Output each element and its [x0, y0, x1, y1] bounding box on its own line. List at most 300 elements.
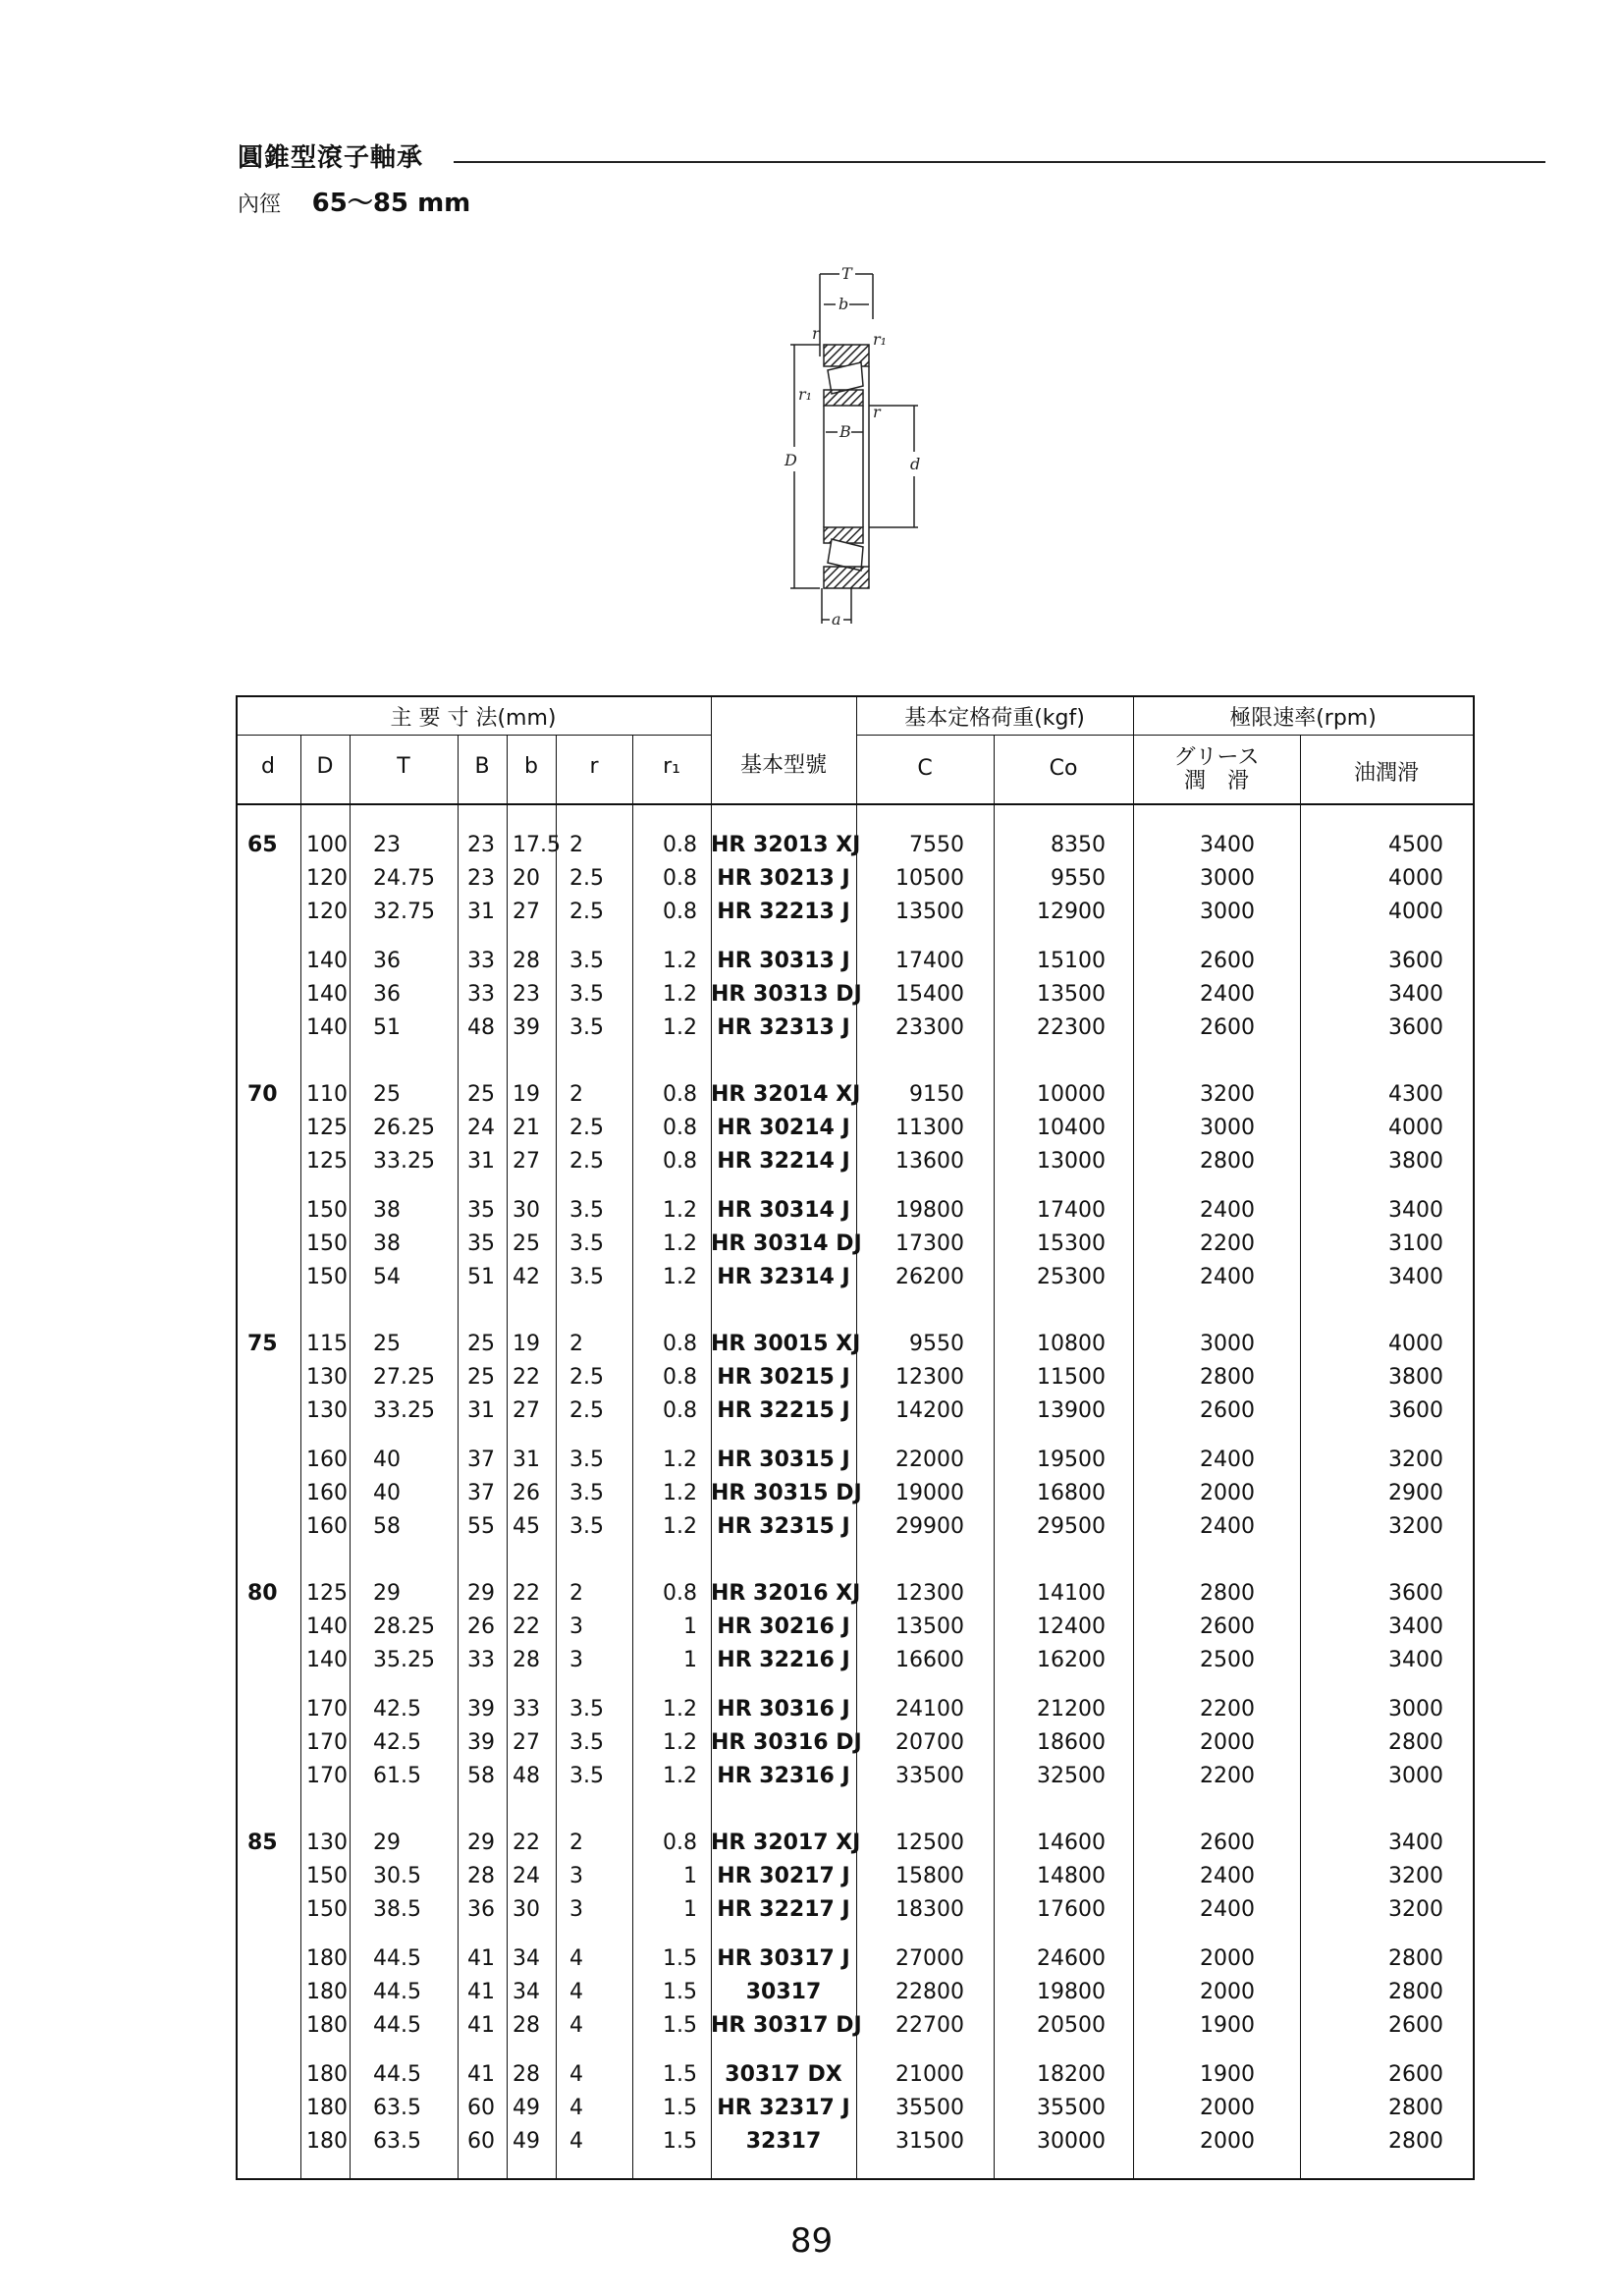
dim-label-r1: r₁ [873, 330, 888, 349]
cell-D: 150 [306, 1198, 348, 1223]
cell-oil: 3400 [1388, 1614, 1443, 1639]
cell-grease: 2200 [1200, 1231, 1255, 1256]
cell-oil: 3600 [1388, 1398, 1443, 1423]
cell-b: 19 [513, 1332, 540, 1356]
cell-D: 115 [306, 1332, 348, 1356]
cell-T: 33.25 [373, 1398, 435, 1423]
cell-oil: 4500 [1388, 833, 1443, 857]
cell-oil: 3200 [1388, 1864, 1443, 1888]
cell-D: 160 [306, 1448, 348, 1472]
cell-d: 85 [247, 1831, 278, 1855]
cell-C: 18300 [895, 1897, 964, 1922]
cell-model: HR 30213 J [717, 866, 850, 891]
table-row [236, 1078, 1475, 1112]
cell-C: 33500 [895, 1764, 964, 1788]
cell-oil: 2800 [1388, 2096, 1443, 2120]
cell-d: 65 [247, 833, 278, 857]
table-row [236, 1394, 1475, 1428]
col-header-grease-line1: グリース [1173, 745, 1260, 770]
cell-D: 160 [306, 1481, 348, 1505]
subtitle [238, 183, 470, 219]
cell-B: 51 [467, 1265, 495, 1289]
cell-grease: 2600 [1200, 1614, 1255, 1639]
cell-B: 37 [467, 1448, 495, 1472]
cell-grease: 2500 [1200, 1648, 1255, 1672]
cell-B: 29 [467, 1831, 495, 1855]
cell-r: 3.5 [569, 1448, 604, 1472]
cell-T: 38 [373, 1198, 401, 1223]
cell-r1: 0.8 [663, 1581, 697, 1606]
cell-r: 3.5 [569, 1231, 604, 1256]
cell-D: 100 [306, 833, 348, 857]
cell-oil: 4000 [1388, 1332, 1443, 1356]
dim-label-r-side: r [873, 403, 881, 421]
cell-oil: 2600 [1388, 2013, 1443, 2038]
cell-C: 15800 [895, 1864, 964, 1888]
cell-r: 2.5 [569, 1365, 604, 1390]
cell-D: 140 [306, 1614, 348, 1639]
cell-b: 22 [513, 1831, 540, 1855]
cell-model: HR 30315 J [717, 1448, 850, 1472]
cell-C: 14200 [895, 1398, 964, 1423]
cell-Co: 21200 [1037, 1697, 1106, 1722]
cell-C: 22700 [895, 2013, 964, 2038]
cell-grease: 2200 [1200, 1764, 1255, 1788]
cell-d: 80 [247, 1581, 278, 1606]
cell-Co: 12400 [1037, 1614, 1106, 1639]
cell-T: 32.75 [373, 900, 435, 924]
cell-Co: 10400 [1037, 1116, 1106, 1140]
cell-Co: 14100 [1037, 1581, 1106, 1606]
cell-Co: 18600 [1037, 1730, 1106, 1755]
cell-model: HR 30313 J [717, 949, 850, 973]
cell-T: 38 [373, 1231, 401, 1256]
cell-T: 25 [373, 1082, 401, 1107]
cell-b: 31 [513, 1448, 540, 1472]
cell-model: HR 30316 DJ [711, 1730, 862, 1755]
cell-model: HR 30314 J [717, 1198, 850, 1223]
cell-D: 110 [306, 1082, 348, 1107]
cell-oil: 3400 [1388, 982, 1443, 1007]
cell-D: 140 [306, 949, 348, 973]
cell-D: 180 [306, 1980, 348, 2004]
table-row [236, 978, 1475, 1011]
cell-b: 34 [513, 1980, 540, 2004]
cell-r1: 0.8 [663, 1831, 697, 1855]
table-row [236, 1860, 1475, 1893]
cell-r1: 1.2 [663, 949, 697, 973]
col-header-Co: Co [1049, 756, 1078, 781]
table-row [236, 2125, 1475, 2159]
cell-C: 7550 [909, 833, 964, 857]
cell-grease: 3000 [1200, 1116, 1255, 1140]
table-row [236, 1228, 1475, 1261]
cell-C: 16600 [895, 1648, 964, 1672]
cell-Co: 24600 [1037, 1946, 1106, 1971]
cell-r1: 0.8 [663, 866, 697, 891]
cell-D: 180 [306, 2013, 348, 2038]
cell-B: 26 [467, 1614, 495, 1639]
cell-Co: 16200 [1037, 1648, 1106, 1672]
cell-model: HR 32215 J [717, 1398, 850, 1423]
cell-T: 63.5 [373, 2096, 421, 2120]
cell-grease: 2000 [1200, 1481, 1255, 1505]
model-header: 基本型號 [739, 753, 827, 778]
cell-D: 170 [306, 1697, 348, 1722]
cell-r: 2 [569, 1831, 583, 1855]
cell-T: 44.5 [373, 2013, 421, 2038]
cell-model: HR 32315 J [717, 1514, 850, 1539]
cell-oil: 3400 [1388, 1831, 1443, 1855]
cell-b: 28 [513, 1648, 540, 1672]
cell-model: HR 30216 J [717, 1614, 850, 1639]
cell-B: 39 [467, 1697, 495, 1722]
cell-r1: 1.2 [663, 982, 697, 1007]
cell-b: 25 [513, 1231, 540, 1256]
cell-model: HR 32013 XJ [711, 833, 861, 857]
cell-grease: 2800 [1200, 1149, 1255, 1174]
cell-b: 22 [513, 1581, 540, 1606]
cell-T: 61.5 [373, 1764, 421, 1788]
cell-grease: 2600 [1200, 949, 1255, 973]
table-row [236, 1942, 1475, 1976]
cell-model: HR 32314 J [717, 1265, 850, 1289]
cell-T: 29 [373, 1581, 401, 1606]
cell-r: 3.5 [569, 1265, 604, 1289]
cell-Co: 17400 [1037, 1198, 1106, 1223]
cell-r: 4 [569, 2062, 583, 2087]
cell-B: 25 [467, 1082, 495, 1107]
cell-r: 3.5 [569, 1481, 604, 1505]
cell-D: 140 [306, 1648, 348, 1672]
cell-D: 140 [306, 1015, 348, 1040]
cell-C: 17300 [895, 1231, 964, 1256]
table-row [236, 1145, 1475, 1178]
table-row [236, 1577, 1475, 1611]
col-header-r: r [589, 754, 599, 779]
table-row [236, 1976, 1475, 2009]
cell-r1: 1.2 [663, 1015, 697, 1040]
cell-r1: 0.8 [663, 1149, 697, 1174]
cell-r1: 1.2 [663, 1231, 697, 1256]
cell-oil: 3400 [1388, 1198, 1443, 1223]
cell-r: 3 [569, 1864, 583, 1888]
cell-b: 30 [513, 1897, 540, 1922]
cell-grease: 2400 [1200, 1864, 1255, 1888]
cell-r: 4 [569, 1980, 583, 2004]
cell-b: 27 [513, 1398, 540, 1423]
cell-b: 20 [513, 866, 540, 891]
cell-T: 42.5 [373, 1697, 421, 1722]
cell-Co: 17600 [1037, 1897, 1106, 1922]
table-row [236, 1726, 1475, 1760]
cell-Co: 29500 [1037, 1514, 1106, 1539]
cell-B: 41 [467, 2013, 495, 2038]
cell-r1: 1.2 [663, 1764, 697, 1788]
cell-oil: 4300 [1388, 1082, 1443, 1107]
cell-T: 44.5 [373, 1980, 421, 2004]
col-header-C: C [917, 756, 933, 781]
table-row [236, 896, 1475, 929]
table-row [236, 1112, 1475, 1145]
cell-oil: 3200 [1388, 1448, 1443, 1472]
cell-r: 3.5 [569, 982, 604, 1007]
cell-grease: 2000 [1200, 1730, 1255, 1755]
cell-model: HR 30313 DJ [711, 982, 862, 1007]
table-row [236, 1644, 1475, 1677]
cell-r1: 0.8 [663, 833, 697, 857]
cell-r: 3.5 [569, 1514, 604, 1539]
cell-T: 42.5 [373, 1730, 421, 1755]
cell-Co: 35500 [1037, 2096, 1106, 2120]
cell-model: HR 30317 DJ [711, 2013, 862, 2038]
cell-T: 33.25 [373, 1149, 435, 1174]
page-title: 圓錐型滾子軸承 [238, 143, 424, 173]
table-row [236, 1510, 1475, 1544]
cell-grease: 2200 [1200, 1697, 1255, 1722]
cell-oil: 3800 [1388, 1365, 1443, 1390]
cell-B: 24 [467, 1116, 495, 1140]
cell-B: 35 [467, 1231, 495, 1256]
subtitle-label: 內徑 [238, 192, 282, 217]
cell-T: 40 [373, 1448, 401, 1472]
table-row [236, 1194, 1475, 1228]
cell-grease: 2000 [1200, 1946, 1255, 1971]
cell-T: 38.5 [373, 1897, 421, 1922]
cell-r: 3.5 [569, 949, 604, 973]
cell-b: 39 [513, 1015, 540, 1040]
col-header-oil: 油潤滑 [1353, 761, 1419, 786]
cell-grease: 2000 [1200, 1980, 1255, 2004]
cell-oil: 3100 [1388, 1231, 1443, 1256]
cell-B: 33 [467, 1648, 495, 1672]
cell-d: 70 [247, 1082, 278, 1107]
col-header-B: B [474, 754, 490, 779]
cell-B: 23 [467, 866, 495, 891]
cell-grease: 2400 [1200, 1265, 1255, 1289]
cell-r: 3.5 [569, 1198, 604, 1223]
bearing-table [236, 695, 1475, 2180]
cell-b: 21 [513, 1116, 540, 1140]
cell-b: 30 [513, 1198, 540, 1223]
cell-model: HR 30315 DJ [711, 1481, 862, 1505]
cell-D: 130 [306, 1398, 348, 1423]
cell-D: 130 [306, 1831, 348, 1855]
dim-label-r1-side: r₁ [798, 385, 813, 404]
cell-r1: 1.2 [663, 1198, 697, 1223]
cell-oil: 3000 [1388, 1697, 1443, 1722]
cell-b: 28 [513, 949, 540, 973]
dim-label-a: a [832, 610, 841, 629]
table-row [236, 862, 1475, 896]
cell-D: 180 [306, 2062, 348, 2087]
subtitle-range: 65～85 mm [311, 189, 471, 218]
table-row [236, 1261, 1475, 1294]
cell-C: 35500 [895, 2096, 964, 2120]
cell-oil: 2800 [1388, 2129, 1443, 2154]
cell-b: 49 [513, 2096, 540, 2120]
cell-B: 60 [467, 2096, 495, 2120]
cell-b: 24 [513, 1864, 540, 1888]
table-row [236, 1361, 1475, 1394]
cell-C: 19000 [895, 1481, 964, 1505]
cell-r: 3 [569, 1648, 583, 1672]
cell-T: 63.5 [373, 2129, 421, 2154]
cell-B: 33 [467, 949, 495, 973]
cell-B: 25 [467, 1365, 495, 1390]
col-header-b: b [524, 754, 538, 779]
cell-oil: 2900 [1388, 1481, 1443, 1505]
cell-grease: 3200 [1200, 1082, 1255, 1107]
cell-r: 4 [569, 2129, 583, 2154]
cell-model: HR 32213 J [717, 900, 850, 924]
cell-r1: 1.2 [663, 1697, 697, 1722]
cell-C: 11300 [895, 1116, 964, 1140]
cell-r1: 1.2 [663, 1448, 697, 1472]
cell-T: 36 [373, 982, 401, 1007]
cell-r: 2 [569, 1082, 583, 1107]
cell-C: 31500 [895, 2129, 964, 2154]
cell-grease: 2400 [1200, 1514, 1255, 1539]
col-header-D: D [316, 754, 334, 779]
cell-grease: 2600 [1200, 1831, 1255, 1855]
cell-model: HR 32313 J [717, 1015, 850, 1040]
cell-r1: 0.8 [663, 1398, 697, 1423]
dim-label-D: D [784, 451, 797, 469]
cell-b: 28 [513, 2013, 540, 2038]
cell-B: 58 [467, 1764, 495, 1788]
cell-Co: 8350 [1051, 833, 1106, 857]
cell-model: 32317 [745, 2129, 822, 2154]
cell-grease: 2800 [1200, 1581, 1255, 1606]
cell-T: 23 [373, 833, 401, 857]
cell-model: HR 32217 J [717, 1897, 850, 1922]
cell-model: 30317 [745, 1980, 822, 2004]
cell-Co: 15100 [1037, 949, 1106, 973]
cell-r: 2 [569, 833, 583, 857]
cell-grease: 2400 [1200, 1198, 1255, 1223]
cell-oil: 3600 [1388, 1581, 1443, 1606]
table-row [236, 829, 1475, 862]
cell-Co: 12900 [1037, 900, 1106, 924]
cell-model: HR 30317 J [717, 1946, 850, 1971]
cell-grease: 2000 [1200, 2096, 1255, 2120]
cell-b: 23 [513, 982, 540, 1007]
cell-oil: 3200 [1388, 1897, 1443, 1922]
cell-b: 17.5 [513, 833, 561, 857]
cell-oil: 3600 [1388, 1015, 1443, 1040]
cell-b: 26 [513, 1481, 540, 1505]
cell-grease: 2000 [1200, 2129, 1255, 2154]
cell-oil: 3600 [1388, 949, 1443, 973]
cell-r: 2.5 [569, 1116, 604, 1140]
cell-D: 150 [306, 1231, 348, 1256]
cell-Co: 19500 [1037, 1448, 1106, 1472]
cell-model: HR 30214 J [717, 1116, 850, 1140]
cell-oil: 2800 [1388, 1980, 1443, 2004]
cell-r: 3.5 [569, 1697, 604, 1722]
table-row [236, 1477, 1475, 1510]
page-number: 89 [789, 2221, 834, 2261]
cell-B: 33 [467, 982, 495, 1007]
cell-Co: 32500 [1037, 1764, 1106, 1788]
cell-grease: 2800 [1200, 1365, 1255, 1390]
cell-D: 180 [306, 1946, 348, 1971]
cell-d: 75 [247, 1332, 278, 1356]
cell-C: 13500 [895, 900, 964, 924]
cell-b: 48 [513, 1764, 540, 1788]
cell-oil: 2800 [1388, 1730, 1443, 1755]
cell-r1: 1 [683, 1648, 697, 1672]
cell-r1: 1.2 [663, 1730, 697, 1755]
cell-r1: 1.5 [663, 2096, 697, 2120]
cell-grease: 1900 [1200, 2013, 1255, 2038]
cell-grease: 2400 [1200, 982, 1255, 1007]
cell-oil: 4000 [1388, 900, 1443, 924]
cell-b: 49 [513, 2129, 540, 2154]
cell-C: 27000 [895, 1946, 964, 1971]
cell-b: 27 [513, 1730, 540, 1755]
cell-C: 29900 [895, 1514, 964, 1539]
group-header-load-rating: 基本定格荷重(kgf) [904, 706, 1085, 731]
cell-T: 36 [373, 949, 401, 973]
dim-label-B: B [839, 422, 851, 441]
cell-b: 45 [513, 1514, 540, 1539]
cell-B: 41 [467, 1980, 495, 2004]
cell-model: HR 30015 XJ [711, 1332, 861, 1356]
cell-grease: 2400 [1200, 1448, 1255, 1472]
cell-model: HR 32316 J [717, 1764, 850, 1788]
cell-C: 13500 [895, 1614, 964, 1639]
cell-r: 3 [569, 1614, 583, 1639]
cell-grease: 2600 [1200, 1015, 1255, 1040]
cell-Co: 9550 [1051, 866, 1106, 891]
cell-D: 120 [306, 900, 348, 924]
cell-C: 26200 [895, 1265, 964, 1289]
cell-r: 2.5 [569, 1398, 604, 1423]
cell-B: 35 [467, 1198, 495, 1223]
cell-r1: 0.8 [663, 1365, 697, 1390]
cell-model: HR 32016 XJ [711, 1581, 861, 1606]
cell-C: 23300 [895, 1015, 964, 1040]
cell-T: 25 [373, 1332, 401, 1356]
cell-model: HR 30215 J [717, 1365, 850, 1390]
cell-r: 2.5 [569, 866, 604, 891]
table-row [236, 2092, 1475, 2125]
cell-model: 30317 DX [725, 2062, 842, 2087]
cell-b: 34 [513, 1946, 540, 1971]
table-row [236, 1827, 1475, 1860]
cell-r1: 0.8 [663, 1116, 697, 1140]
cell-C: 12300 [895, 1365, 964, 1390]
cell-oil: 3400 [1388, 1265, 1443, 1289]
cell-B: 31 [467, 1149, 495, 1174]
cell-model: HR 30316 J [717, 1697, 850, 1722]
cell-D: 150 [306, 1897, 348, 1922]
cell-r: 3 [569, 1897, 583, 1922]
bearing-diagram [761, 260, 947, 633]
cell-D: 140 [306, 982, 348, 1007]
cell-r: 4 [569, 1946, 583, 1971]
cell-b: 19 [513, 1082, 540, 1107]
cell-B: 55 [467, 1514, 495, 1539]
cell-b: 22 [513, 1614, 540, 1639]
cell-r: 3.5 [569, 1730, 604, 1755]
cell-C: 22000 [895, 1448, 964, 1472]
cell-D: 160 [306, 1514, 348, 1539]
cell-C: 19800 [895, 1198, 964, 1223]
cell-Co: 14600 [1037, 1831, 1106, 1855]
